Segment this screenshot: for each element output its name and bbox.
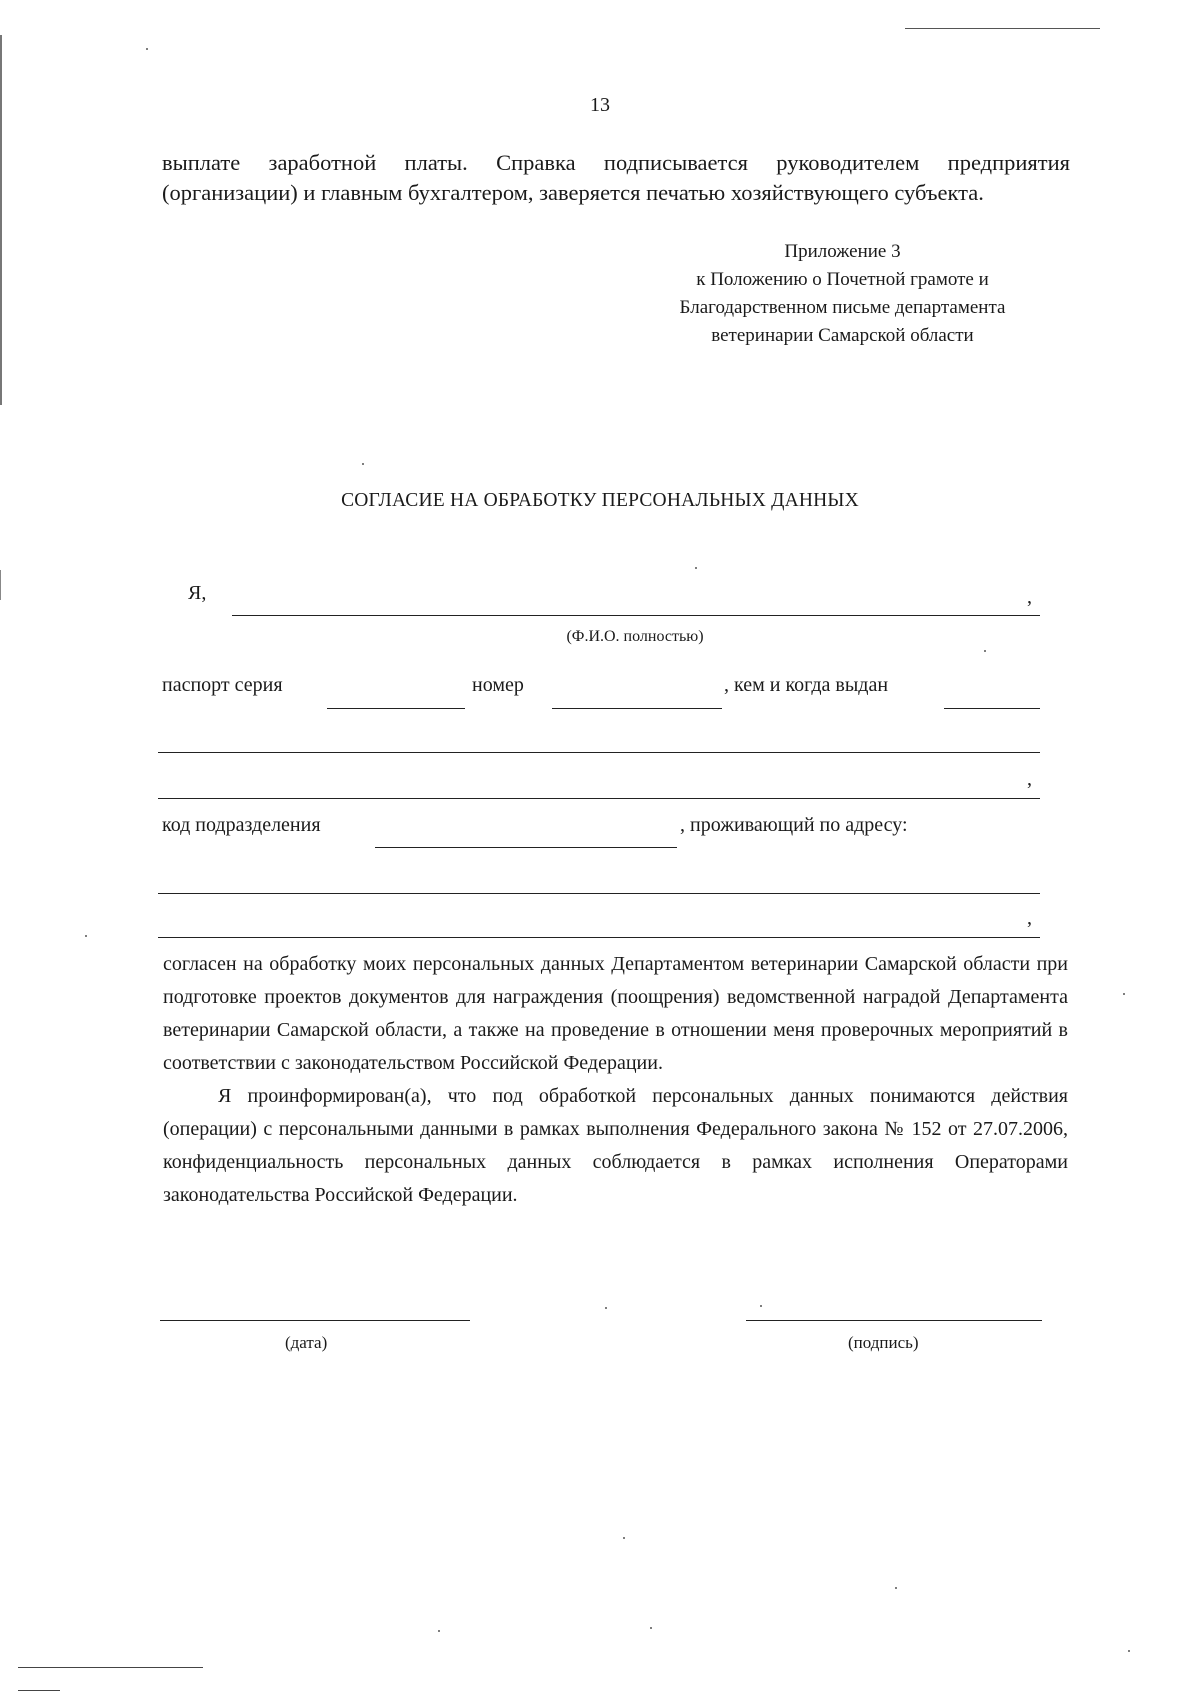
intro-paragraph: выплате заработной платы. Справка подписывается руководителем предприятия (организации) и главным бухгалтером, заверяется печатью хозяйствующего субъекта. (162, 150, 1070, 205)
division-code-label: код подразделения (162, 814, 321, 836)
scan-edge-mark-2 (0, 570, 1, 600)
appendix-line-3: Благодарственном письме департамента (679, 297, 1006, 318)
scan-speck (362, 463, 364, 465)
consent-paragraph: согласен на обработку моих персональных данных Департаментом ветеринарии Самарской области при подготовке проектов документов для награждения (поощрения) ведомственной наградой Департамента ветеринарии Самарской области, а также на проведение в отношении меня проверочных мероприятий в соответствии с законодательством Российской Федерации. (163, 953, 1068, 1074)
date-field[interactable] (160, 1320, 470, 1321)
division-code-field[interactable] (375, 847, 677, 848)
address-label: , проживающий по адресу: (680, 814, 908, 836)
signature-caption: (подпись) (848, 1333, 919, 1352)
document-title: СОГЛАСИЕ НА ОБРАБОТКУ ПЕРСОНАЛЬНЫХ ДАННЫХ (341, 490, 859, 511)
page-number: 13 (590, 94, 610, 116)
scan-speck (1123, 993, 1125, 995)
consent-body (163, 948, 1068, 1212)
scan-speck (984, 650, 986, 652)
appendix-line-1: Приложение 3 (784, 241, 901, 262)
scan-top-rule (905, 28, 1100, 29)
passport-series-field[interactable] (327, 708, 465, 709)
date-caption: (дата) (285, 1333, 328, 1352)
scan-edge-mark (0, 35, 2, 405)
scan-speck (650, 1627, 652, 1629)
fio-caption: (Ф.И.О. полностью) (566, 628, 704, 645)
ya-label: Я, (188, 582, 207, 604)
issued-by-field[interactable] (944, 708, 1040, 709)
scan-speck (605, 1307, 607, 1309)
scan-speck (1128, 1650, 1130, 1652)
fio-field[interactable] (232, 615, 1040, 616)
scan-speck (85, 935, 87, 937)
scan-speck (695, 567, 697, 569)
appendix-line-2: к Положению о Почетной грамоте и (696, 269, 989, 290)
passport-number-label: номер (472, 674, 524, 696)
scan-speck (760, 1305, 762, 1307)
address-line-2[interactable] (158, 937, 1040, 938)
appendix-line-4: ветеринарии Самарской области (711, 325, 974, 346)
issued-by-line-2[interactable] (158, 752, 1040, 753)
signature-field[interactable] (746, 1320, 1042, 1321)
passport-series-label: паспорт серия (162, 674, 283, 696)
scan-bottom-rule-2 (18, 1690, 60, 1691)
address-line-1[interactable] (158, 893, 1040, 894)
issued-by-label: , кем и когда выдан (724, 674, 889, 696)
scan-bottom-rule (18, 1667, 203, 1668)
scan-speck (438, 1630, 440, 1632)
informed-paragraph: Я проинформирован(а), что под обработкой персональных данных понимаются действия (операции) с персональными данными в рамках выполнения Федерального закона № 152 от 27.07.2006, конфиденциальность персональных данных соблюдается в рамках исполнения Операторами законодательства Российской Федерации. (163, 1085, 1068, 1206)
fio-comma: , (1027, 586, 1032, 608)
scan-speck (895, 1587, 897, 1589)
issued-comma: , (1027, 768, 1032, 790)
appendix-header (600, 238, 1085, 350)
passport-number-field[interactable] (552, 708, 722, 709)
issued-by-line-3[interactable] (158, 798, 1040, 799)
address-comma: , (1027, 907, 1032, 929)
scan-speck (623, 1537, 625, 1539)
scan-speck (146, 48, 148, 50)
